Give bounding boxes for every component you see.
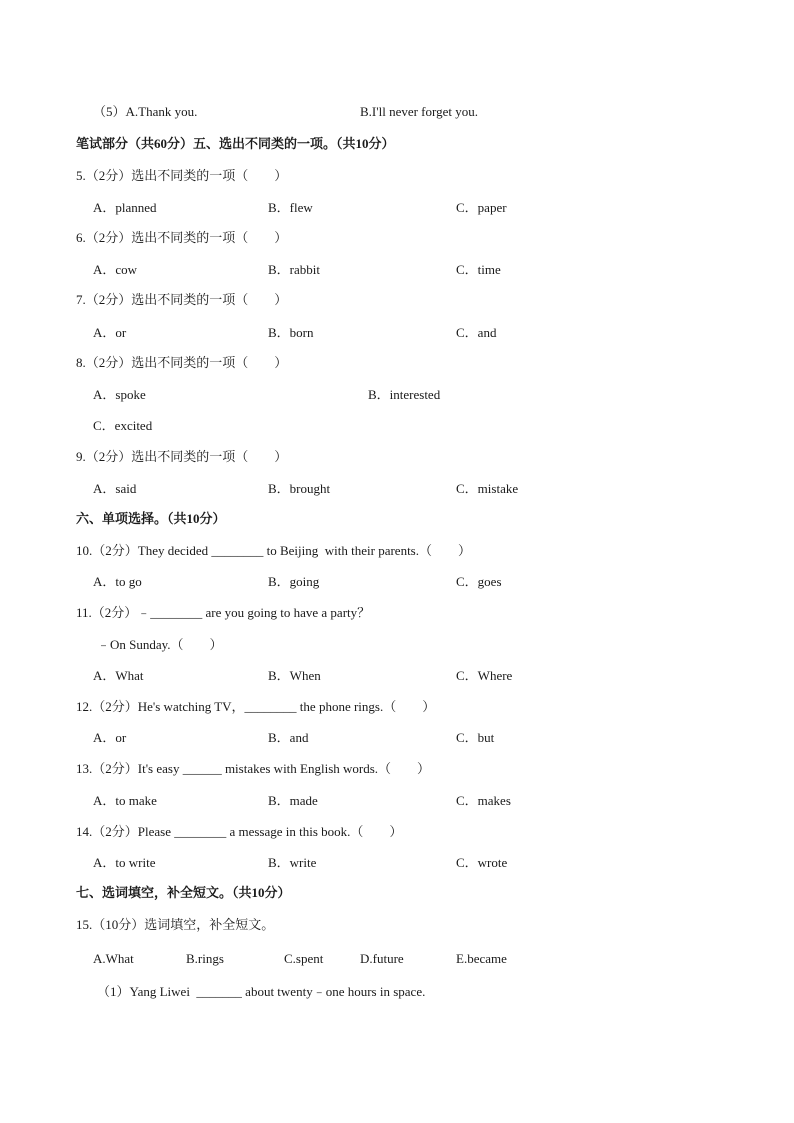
question-9-stem: 9.（2分）选出不同类的一项（ ） [76, 449, 288, 464]
question-6-stem: 6.（2分）选出不同类的一项（ ） [76, 230, 288, 245]
question-11-stem-answer: ﹣On Sunday.（ ） [97, 637, 223, 652]
question-11-option-a: A．What [93, 668, 144, 683]
question-14-option-c: C．wrote [456, 855, 508, 870]
question-8-option-b: B．interested [368, 387, 441, 402]
question-7-stem: 7.（2分）选出不同类的一项（ ） [76, 292, 288, 307]
question-15-sub-1: （1）Yang Liwei _______ about twenty﹣one hours in space. [97, 984, 426, 999]
question-6-option-b: B．rabbit [268, 262, 320, 277]
question-6-option-a: A．cow [93, 262, 138, 277]
question-10-stem: 10.（2分）They decided ________ to Beijing with their parents.（ ） [76, 543, 471, 558]
question-13-stem: 13.（2分）It's easy ______ mistakes with English words.（ ） [76, 761, 431, 776]
question-12-stem: 12.（2分）He's watching TV，________ the phone rings.（ ） [76, 699, 436, 714]
question-14-option-b: B．write [268, 855, 317, 870]
question-10-option-c: C．goes [456, 574, 502, 589]
question-10-option-b: B．going [268, 574, 320, 589]
question-8-stem: 8.（2分）选出不同类的一项（ ） [76, 355, 288, 370]
question-5-option-a: A．planned [93, 200, 157, 215]
question-12-option-c: C．but [456, 730, 495, 745]
option-a: （5）A.Thank you. [93, 104, 198, 119]
word-bank-item: C.spent [284, 951, 324, 966]
question-13-option-a: A．to make [93, 793, 157, 808]
question-9-option-a: A．said [93, 481, 137, 496]
word-bank-item: D.future [360, 951, 404, 966]
word-bank-item: B.rings [186, 951, 224, 966]
question-8-option-a: A．spoke [93, 387, 146, 402]
question-9-option-c: C．mistake [456, 481, 519, 496]
section-heading-6: 六、单项选择。（共10分） [76, 511, 226, 526]
question-7-option-a: A．or [93, 325, 127, 340]
question-12-option-b: B．and [268, 730, 309, 745]
question-13-option-c: C．makes [456, 793, 511, 808]
question-8-option-c: C．excited [93, 418, 153, 433]
question-12-option-a: A．or [93, 730, 127, 745]
question-15-stem: 15.（10分）选词填空，补全短文。 [76, 917, 275, 932]
question-11-option-c: C．Where [456, 668, 513, 683]
word-bank-item: E.became [456, 951, 507, 966]
question-11-stem: 11.（2分）﹣________ are you going to have a party？ [76, 605, 371, 620]
question-11-option-b: B．When [268, 668, 321, 683]
question-6-option-c: C．time [456, 262, 501, 277]
word-bank-item: A.What [93, 951, 134, 966]
question-5-option-b: B．flew [268, 200, 313, 215]
section-heading-7: 七、选词填空，补全短文。（共10分） [76, 885, 291, 900]
question-14-stem: 14.（2分）Please ________ a message in this book.（ ） [76, 824, 403, 839]
question-5-option-c: C．paper [456, 200, 507, 215]
option-b: B.I'll never forget you. [360, 104, 478, 119]
question-9-option-b: B．brought [268, 481, 331, 496]
question-10-option-a: A．to go [93, 574, 142, 589]
question-14-option-a: A．to write [93, 855, 156, 870]
question-7-option-c: C．and [456, 325, 497, 340]
question-5-stem: 5.（2分）选出不同类的一项（ ） [76, 168, 288, 183]
question-13-option-b: B．made [268, 793, 318, 808]
section-heading-written: 笔试部分（共60分）五、选出不同类的一项。（共10分） [76, 136, 395, 151]
question-7-option-b: B．born [268, 325, 314, 340]
